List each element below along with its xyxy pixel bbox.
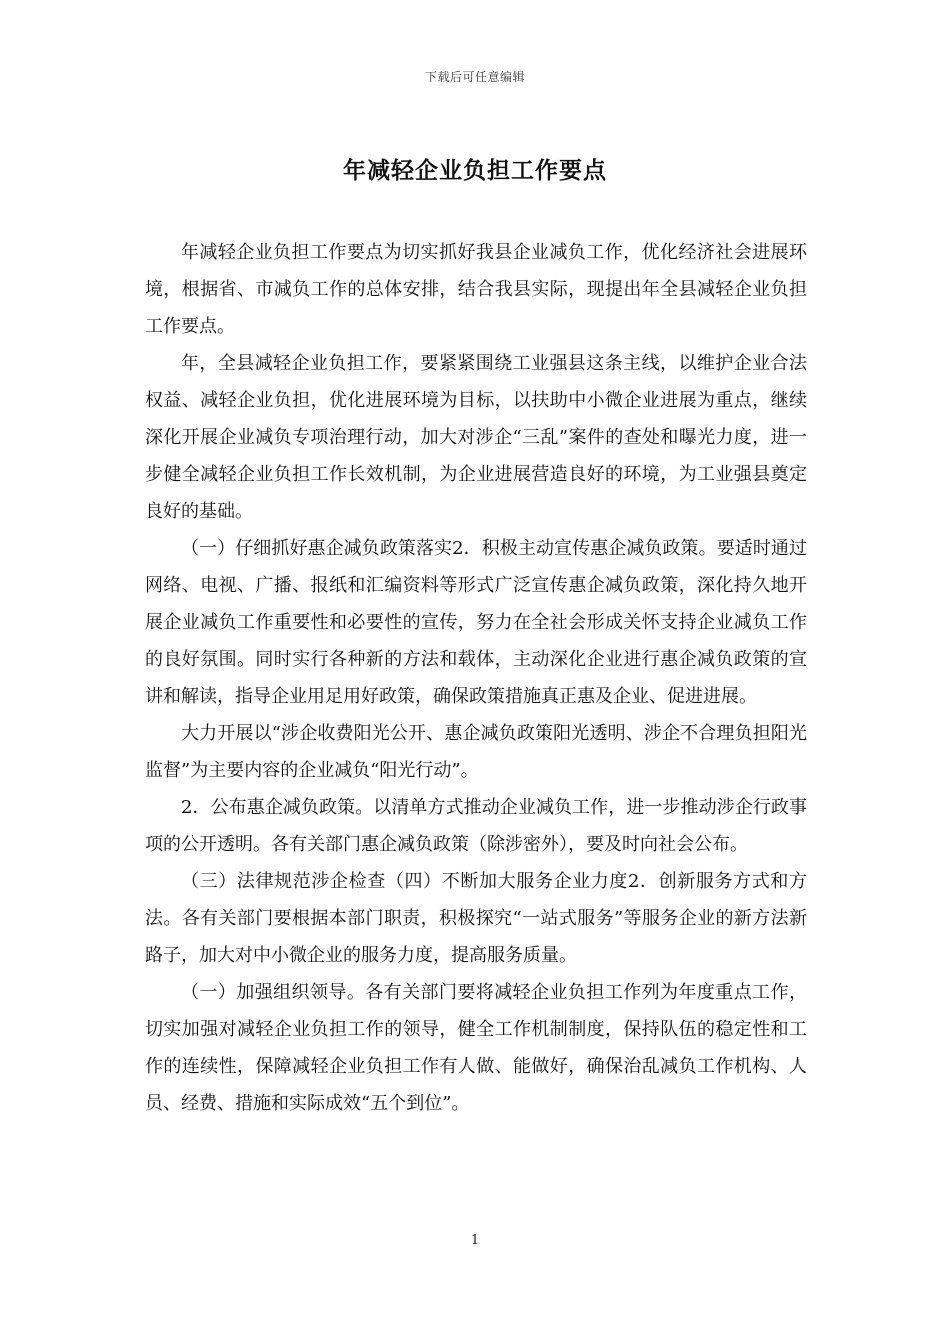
paragraph-overview: 年，全县减轻企业负担工作，要紧紧围绕工业强县这条主线，以维护企业合法权益、减轻企业负担，优化进展环境为目标，以扶助中小微企业进展为重点，继续深化开展企业减负专项治理行动，加大对涉企“三乱”案件的查处和曝光力度，进一步健全减轻企业负担工作长效机制，为企业进展营造良好的环境，为工业强县奠定良好的基础。 <box>145 353 807 522</box>
page-number: 1 <box>470 1233 480 1248</box>
paragraph-policy-implementation: （一）仔细抓好惠企减负政策落实2．积极主动宣传惠企减负政策。要适时通过网络、电视、广播、报纸和汇编资料等形式广泛宣传惠企减负政策，深化持久地开展企业减负工作重要性和必要性的宣传，努力在全社会形成关怀支持企业减负工作的良好氛围。同时实行各种新的方法和载体，主动深化企业进行惠企减负政策的宣讲和解读，指导企业用足用好政策，确保政策措施真正惠及企业、促进进展。 <box>145 538 807 707</box>
document-body <box>145 234 807 1122</box>
paragraph-service-innovation: （三）法律规范涉企检查（四）不断加大服务企业力度2．创新服务方式和方法。各有关部门要根据本部门职责，积极探究“一站式服务”等服务企业的新方法新路子，加大对中小微企业的服务力度，提高服务质量。 <box>145 871 807 966</box>
paragraph-publish-policy: 2．公布惠企减负政策。以清单方式推动企业减负工作，进一步推动涉企行政事项的公开透明。各有关部门惠企减负政策（除涉密外），要及时向社会公布。 <box>145 797 807 855</box>
paragraph-sunshine-action: 大力开展以“涉企收费阳光公开、惠企减负政策阳光透明、涉企不合理负担阳光监督”为主要内容的企业减负“阳光行动”。 <box>145 723 807 781</box>
document-title: 年减轻企业负担工作要点 <box>343 158 607 184</box>
paragraph-intro: 年减轻企业负担工作要点为切实抓好我县企业减负工作，优化经济社会进展环境，根据省、市减负工作的总体安排，结合我县实际，现提出年全县减轻企业负担工作要点。 <box>145 242 807 337</box>
header-note: 下载后可任意编辑 <box>424 70 525 84</box>
paragraph-organization-leadership: （一）加强组织领导。各有关部门要将减轻企业负担工作列为年度重点工作，切实加强对减轻企业负担工作的领导，健全工作机制制度，保持队伍的稳定性和工作的连续性，保障减轻企业负担工作有人做、能做好，确保治乱减负工作机构、人员、经费、措施和实际成效“五个到位”。 <box>145 982 807 1114</box>
